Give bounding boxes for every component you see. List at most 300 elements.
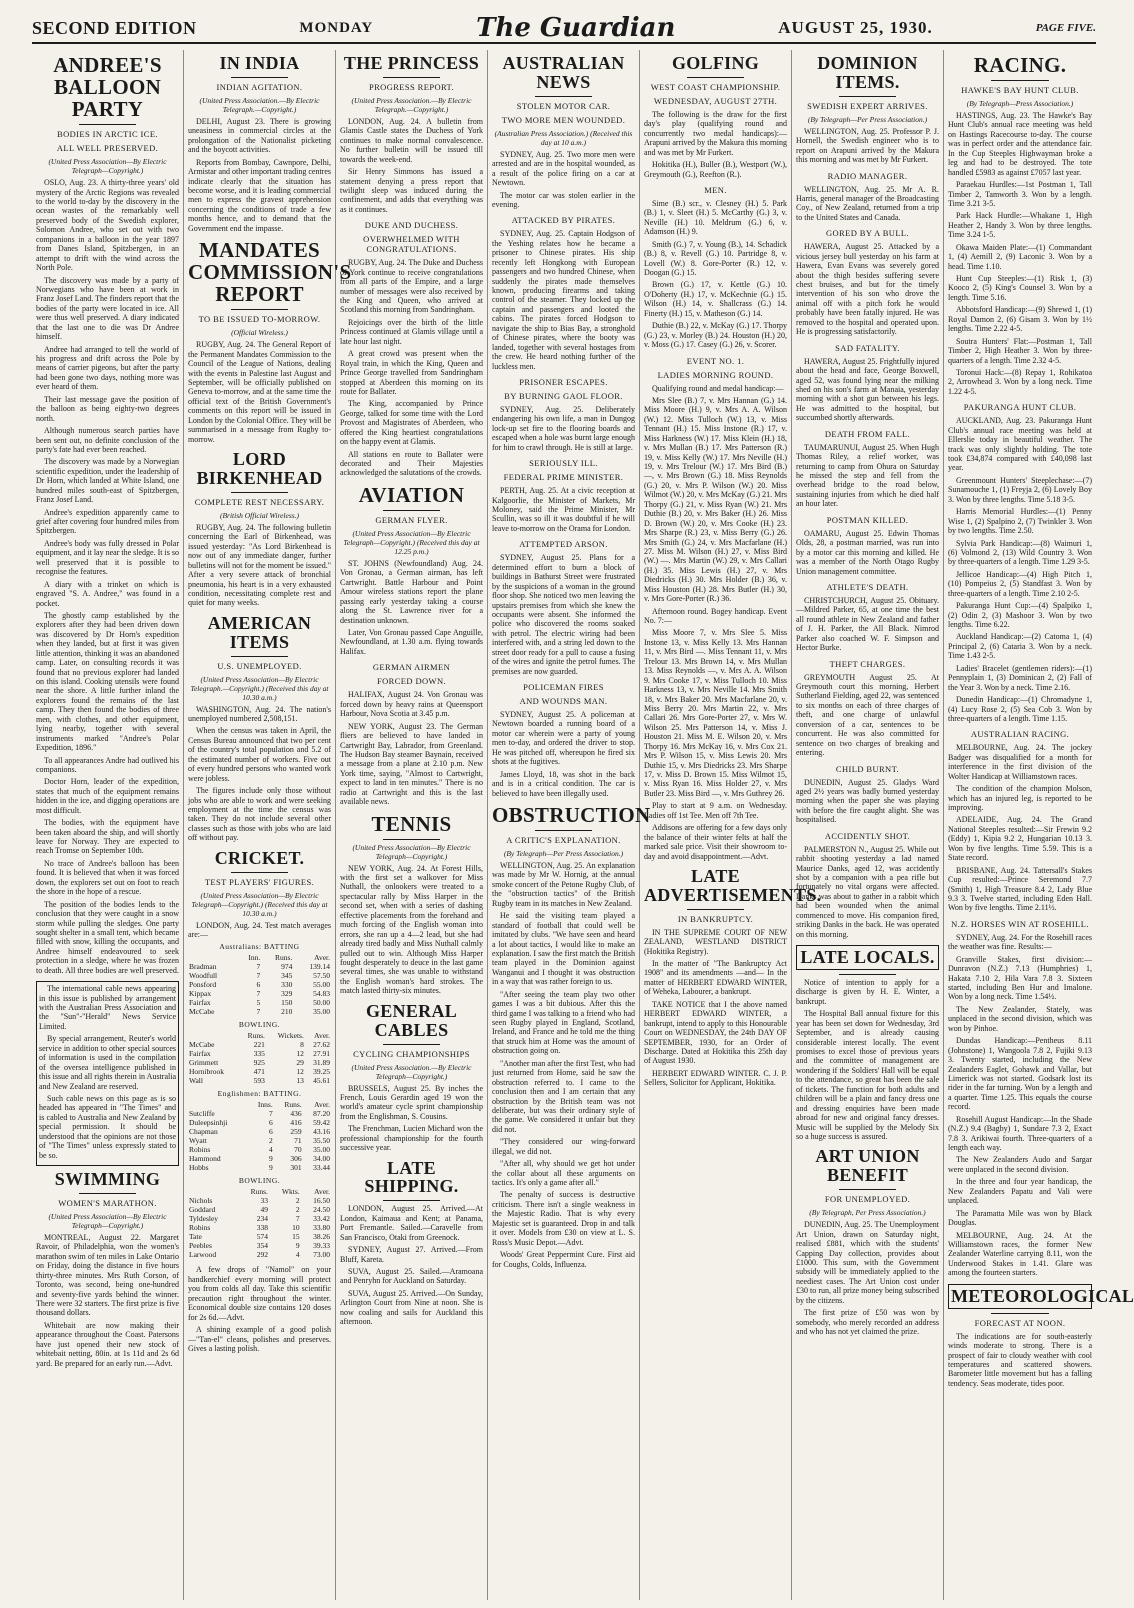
source-credit: (Official Wireless.) bbox=[231, 328, 288, 338]
table-header-row bbox=[188, 1100, 331, 1109]
table-cell: 7 bbox=[256, 1007, 261, 1017]
article-subhead: AUSTRALIAN RACING. bbox=[970, 729, 1070, 740]
article-paragraph: To all appearances Andre had outlived his companions. bbox=[36, 755, 179, 774]
article-paragraph: The King, accompanied by Prince George, talked for some time with the Lord Provost and Magistrates of Aberdeen, who offered the King heartiest congratulations on the happy event at Glamis. bbox=[340, 399, 483, 447]
article bbox=[188, 849, 331, 1260]
article-paragraph: The figures include only those without jobs who are able to work and were seeking employment at the time the census was taken. They do not include several other classes such as those with jobs who are laid off without pay. bbox=[188, 786, 331, 843]
article-paragraph: Abbotsford Handicap:—(9) Shrewd 1, (1) Royal Damon 2, (6) Gisam 3. Won by 1½ lengths. Time 2.22 4-5. bbox=[948, 305, 1092, 334]
article-subhead: COMPLETE REST NECESSARY. bbox=[194, 496, 325, 507]
article-paragraph: WELLINGTON, Aug. 25. Mr A. R. Harris, general manager of the Broadcasting Coy., of New Zealand, returned from a trip to the United States and Canada. bbox=[796, 184, 939, 222]
article bbox=[188, 450, 331, 608]
headline-rule bbox=[231, 872, 288, 873]
article-paragraph: Brown (G.) 17, v. Kettle (G.) 10. O'Doherty (H.) 17, v. McKechnie (G.) 15. Wilson (H.) 14, v. Shallcrass (G.) 14. Finerty (H.) 15, v. Matheson (G.) 14. bbox=[644, 280, 787, 318]
article-paragraph: MELBOURNE, Aug. 24. At the Williamstown races, the former New Zealander Waterline carrying 8.11, won the Underwood Stakes in 1.41. Glare was among the fourteen starters. bbox=[948, 1230, 1092, 1278]
article-paragraph: SUVA, August 25. Arrived.—On Sunday, Arlington Court from Nine at noon. She is now coaling and sails for Auckland this afternoon. bbox=[340, 1288, 483, 1327]
article-paragraph: The New Zealanders Audo and Sargar were unplaced in the second division. bbox=[948, 1155, 1092, 1174]
article-paragraph: HALIFAX, August 24. Von Gronau was forced down by heavy rains at Queensport Harbour, Nova Scotia at 3.45 p.m. bbox=[340, 690, 483, 719]
article bbox=[948, 729, 1092, 912]
article-paragraph: HAWERA, August 25. Frightfully injured about the head and face, George Boxwell, aged 52, was found lying near the milking shed on his son's farm at Manaia, yesterday morning with a shot gun between his legs. He was admitted to the hospital, but succumbed shortly afterwards. bbox=[796, 356, 939, 423]
article-paragraph: "After seeing the team play two other games I was a bit dubious. After this the third game I was talking to a friend who had seen Rugby played in England, Scotland, Ireland, and France and he told me the thing that struck him at Home was the amount of obstruction going on. bbox=[492, 989, 635, 1056]
table-cell: 71 bbox=[294, 1136, 302, 1146]
article-paragraph: A shining example of a good polish—"Tan-el" cleans, polishes and preserves. Gives a lasting polish. bbox=[188, 1325, 331, 1353]
article-headline: AVIATION bbox=[358, 482, 465, 507]
table-cell: Robins bbox=[189, 1145, 211, 1155]
table-cell: Fairfax bbox=[189, 998, 211, 1008]
article-paragraph: TAKE NOTICE that I the above named HERBERT EDWARD WINTER, a bankrupt, intend to apply to this Honourable Court on WEDNESDAY, the 24th DAY OF SEPTEMBER, 1930, for an Order of Discharge. Dated at Hokitika this 25th day of August 1930. bbox=[644, 999, 787, 1066]
headline-rule bbox=[535, 96, 592, 97]
table-cell: 35.50 bbox=[313, 1136, 330, 1146]
article-paragraph: Doctor Horn, leader of the expedition, states that much of the equipment remains hidden in the ice, and digging operations are most difficult. bbox=[36, 777, 179, 815]
table-cell: Duleepsinhji bbox=[189, 1118, 228, 1128]
table-header-cell: Wkts. bbox=[281, 1187, 300, 1197]
table-cell: 5 bbox=[256, 998, 261, 1008]
article bbox=[492, 377, 635, 452]
table-cell: 39.25 bbox=[313, 1067, 330, 1077]
table-cell: Hammond bbox=[189, 1154, 221, 1164]
article-subhead: DEATH FROM FALL. bbox=[824, 428, 911, 439]
article-paragraph: CHRISTCHURCH, August 25. Obituary.—Mildred Parker, 65, at one time the best all round athlete in New Zealand and father of J. H. Parker, the All Black. Nimrod Parker also coached W. F. Simpson and Hector Burke. bbox=[796, 595, 939, 653]
article-subhead: CHILD BURNT. bbox=[835, 763, 900, 774]
article bbox=[796, 659, 939, 758]
article bbox=[796, 228, 939, 336]
article bbox=[340, 1159, 483, 1327]
article-paragraph: Although numerous search parties have been sent out, no definite conclusion of the party's fate had ever been reached. bbox=[36, 426, 179, 454]
article-paragraph: Qualifying round and medal handicap:— bbox=[652, 383, 784, 393]
article bbox=[492, 539, 635, 676]
article bbox=[796, 515, 939, 576]
table-cell: Fairfax bbox=[189, 1049, 211, 1059]
article-paragraph: HERBERT EDWARD WINTER. C. J. P. Sellers, Solicitor for Applicant, Hokitika. bbox=[644, 1068, 787, 1088]
article-headline: LATE SHIPPING. bbox=[364, 1157, 459, 1197]
article-paragraph: The ghostly camp established by the explorers after they had been driven down was discovered by Dr Horn's expedition when they landed, but at first it was given little attention, thinking it was an abandoned camp. Later, on consulting records it was found that no previous explorer had landed on this island. Cooking utensils were found near the shore. A little further inland the explorers found the remains of the last camp. They then found the bodies of three men, with clothes, and other equipment, lying nearby, together with several instruments marked "Andree's Polar Expedition, 1896." bbox=[36, 610, 179, 753]
table-cell: 9 bbox=[295, 1241, 300, 1251]
article bbox=[796, 429, 939, 509]
headline-rule bbox=[79, 124, 136, 125]
table-cell: Goddard bbox=[189, 1205, 216, 1215]
article-paragraph: Granville Stakes, first division:—Dunravon (N.Z.) 7.13 (Humphries) 1, Hakata 7.10 2, Hila Vara 7.8 3. Sixteen started, including Ben Hur and Imalone. Won by a long neck. Time 1.54½. bbox=[948, 954, 1092, 1002]
article-paragraph: Miss Moore 7, v. Mrs Slee 5. Miss Instone 13, v. Miss Kelly 13. Mrs Hannan 11, v. Mrs Bird —. Miss Tennant 11, v. Mrs Trelour 13. Mrs Brown 14, v. Mrs Mullan 13. Miss Reynolds —, v. Mrs A. A. Wilson 9. Mrs Cooke 17, v. Miss Tulloch 10. Miss Harkness 13, v. Mrs Neville 14. Mrs Smith 18, v. Mrs Baker 20. Mrs Macfarlane 20, v. Miss Berry 20. Mrs Martin 22, v. Mrs Callari 26. Mrs Gore-Porter 27, v. Mrs W. Wilson 25. Mrs Patterson 14, v. Miss J. Houston 21. Miss M. E. Wilson 20, v. Mrs Thorpy 16. Mrs McKay 16, v. Mrs Cox 21. Mrs P. Wilson 15, v. Miss Lewis 20. Mrs Duthie 15, v. Mrs Diedricks 23. Mrs Sharpe 17, v. Miss D. Brown 15. Miss Wilmot 15, v. Miss Ryan 16. Miss Holder 27, v. Mrs Butler 23. Miss Bird —, v. Mrs Guthrey 26. bbox=[644, 628, 787, 798]
article bbox=[796, 343, 939, 423]
table-cell: 15 bbox=[292, 1232, 300, 1242]
table-row bbox=[188, 1076, 331, 1085]
table-cell: 39.33 bbox=[313, 1241, 330, 1251]
headline-rule bbox=[383, 839, 440, 840]
article bbox=[340, 220, 483, 478]
article-paragraph: LONDON, August 25. Arrived.—At London, Kaimaua and Kent; at Panama, Port Fremantle. Sailed.—Caravelle from San Francisco, Otaki from Greenock. bbox=[340, 1204, 483, 1242]
table-cell: 4 bbox=[268, 1145, 273, 1155]
table-cell: 416 bbox=[290, 1118, 302, 1128]
article-paragraph: The following is the draw for the first day's play (qualifying round and concurrently two medal handicaps):— Arapuni arrived by the Makura this morning and was met by Mr Furkert. bbox=[644, 109, 787, 157]
article-headline: AUSTRALIAN NEWS bbox=[502, 53, 625, 92]
table-cell: 338 bbox=[256, 1223, 268, 1233]
table-cell: 33.42 bbox=[313, 1214, 330, 1224]
averages-table bbox=[188, 1187, 331, 1259]
source-credit: (United Press Association—By Electric Telegraph—Copyright.) (Received this day at 10.30 a.m.) bbox=[191, 890, 328, 918]
table-cell: 27.91 bbox=[313, 1049, 330, 1059]
table-row bbox=[188, 1145, 331, 1154]
article bbox=[948, 54, 1092, 396]
table-row bbox=[188, 1214, 331, 1223]
source-credit: (By Telegraph, Per Press Association.) bbox=[809, 1208, 926, 1218]
article-paragraph: Sime (B.) scr., v. Clesney (H.) 5. Park (B.) 1, v. Sleet (H.) 5. McCarthy (G.) 3, v. Neville (H.) 10. Meldrum (G.) 6, v. Adamson (H.) 9. bbox=[644, 198, 787, 237]
table-cell: 335 bbox=[253, 1049, 265, 1059]
article-paragraph: Harris Memorial Hurdles:—(1) Penny Wise 1, (2) Spalpino 2, (7) Twinkler 3. Won by two lengths. Time 2.50. bbox=[948, 507, 1092, 536]
column-1 bbox=[32, 50, 184, 1600]
article-paragraph: Rosehill August Handicap:—In the Shade (N.Z.) 9.4 (Bagby) 1, Sundare 7.3 2, Exact 7.8 3. Arikiwai fourth. Three-quarters of a length each way. bbox=[948, 1114, 1092, 1153]
article-subhead: THEFT CHARGES. bbox=[829, 658, 906, 669]
article-paragraph: Hokitika (H.), Buller (B.), Westport (W.), Greymouth (G.), Reefton (R.). bbox=[644, 160, 787, 179]
table-cell: 38.26 bbox=[313, 1232, 330, 1242]
table-header-cell: Runs. bbox=[284, 1100, 302, 1110]
table-cell: 73.00 bbox=[313, 1250, 330, 1260]
source-credit: (United Press Association.—By Electric Telegraph.—Copyright.) bbox=[351, 95, 472, 114]
headline-rule bbox=[383, 1044, 440, 1045]
article-paragraph: Dunedin Handicap:—(1) Chromadyne 1, (4) Lucy Rose 2, (5) Sea Cob 3. Won by three-quarters of a length. Time 1.15. bbox=[948, 695, 1092, 723]
column-3 bbox=[336, 50, 488, 1600]
table-cell: Woodfull bbox=[189, 971, 218, 981]
article-paragraph: Such cable news on this page as is so headed has appeared in "The Times" and is cabled to Australia and New Zealand by special permission. It should be understood that the opinions are not those of "The Times" unless expressly stated to be so. bbox=[39, 1093, 176, 1160]
table-header-row bbox=[188, 953, 331, 962]
article bbox=[948, 1284, 1134, 1389]
table-header-cell: Wickets. bbox=[277, 1031, 304, 1041]
article-paragraph: When the census was taken in April, the Census Bureau announced that two per cent of the country's total population and 5.2 of the estimated number of workers. Five out of every hundred persons who wanted work were jobless. bbox=[188, 726, 331, 783]
article-subhead: FOR UNEMPLOYED. bbox=[824, 1194, 911, 1205]
source-credit: (United Press Association.—By Electric Telegraph.—Copyright.) bbox=[199, 95, 320, 114]
article-subhead: OVERWHELMED WITH CONGRATULATIONS. bbox=[363, 234, 460, 255]
table-cell: 43.16 bbox=[313, 1127, 330, 1137]
article-paragraph: SYDNEY, August 27. Arrived.—From Bluff, Kareta. bbox=[340, 1245, 483, 1264]
table-cell: 16.50 bbox=[313, 1196, 330, 1206]
article-headline: RACING. bbox=[973, 53, 1067, 77]
table-cell: 4 bbox=[295, 1250, 300, 1260]
article-paragraph: Sylvia Park Handicap:—(8) Waimuri 1, (6) Volmond 2, (13) Wild Country 3. Won by three-quarters of a length. Time 1.29 3-5. bbox=[948, 538, 1092, 567]
table-cell: Larwood bbox=[189, 1250, 217, 1260]
article-subhead: INDIAN AGITATION. bbox=[216, 81, 303, 92]
article bbox=[492, 802, 651, 1269]
headline-rule bbox=[839, 1189, 896, 1190]
source-credit: (United Press Association—By Electric Telegraph—Copyright.) (Received this day at 12.25 p.m.) bbox=[343, 528, 480, 556]
table-header-cell bbox=[188, 953, 238, 962]
article-paragraph: Sir Henry Simmons has issued a statement denying a press report that twilight sleep was induced during the confinement, and adds that everything was as it continues. bbox=[340, 167, 483, 214]
article bbox=[796, 1147, 939, 1336]
article-paragraph: GREYMOUTH August 25. At Greymouth court this morning, Herbert Sutherland Fielding, aged 22, was sentenced to six months on each of three charges of theft, and one charge of unlawful conversion of a car, sentences to be concurrent. He was also committed for sentence on two charges of breaking and entering. bbox=[796, 672, 939, 758]
paper-name: The Guardian bbox=[476, 13, 676, 43]
article-headline: IN INDIA bbox=[219, 53, 300, 73]
table-header-cell bbox=[188, 1031, 239, 1040]
article-subhead: LADIES MORNING ROUND. bbox=[657, 369, 774, 380]
table-cell: 593 bbox=[253, 1076, 265, 1086]
article-paragraph: TAUMARUNUI, August 25. When Hugh Thomas Riley, a relief worker, was returning to camp from Ohura on Saturday he missed the step and fell from the overhead bridge to the road below, sustaining injuries from which he died half an hour later. bbox=[796, 442, 939, 509]
article-paragraph: ST. JOHNS (Newfoundland) Aug. 24. Von Gronau, a German airman, has left Cartwright. Battle Harbour and Point Amour wireless stations report the plane passing early yesterday taking a course along the St. Lawrence river for a destination unknown. bbox=[340, 558, 483, 625]
article-subhead: BY BURNING GAOL FLOOR. bbox=[504, 390, 623, 401]
article-paragraph: The discovery was made by a Norwegian scientific expedition, under the leadership of Dr Horn, which landed at White Island, one hundred miles south-east of Spitzbergen, Franz Josef Land. bbox=[36, 457, 179, 505]
table-row bbox=[188, 980, 331, 989]
article-paragraph: PERTH, Aug. 25. At a civic reception at Kalgoorlie, the Minister of Markets, Mr Moloney, said the Prime Minister, Mr Scullin, was so ill it was doubtful if he will leave to-morrow on the Orama for London. bbox=[492, 486, 635, 533]
article-paragraph: Andree had arranged to tell the world of his progress and drift across the Pole by means of carrier pigeons, but after the party had been gone two days, nothing more was ever heard of them. bbox=[36, 344, 179, 392]
article-paragraph: SYDNEY, Aug. 25. Captain Hodgson of the Yeshing relates how he became a prisoner to Chinese pirates. His ship recently left Hongkong with European passengers and two hundred Chinese, when suddenly the pirates made themselves known, producing firearms and taking control of the steamer. They locked up the captain and passengers and looted the cabins. The pirates forced Hodgson to navigate the ship to Bias Bay, a stronghold of Chinese pirates, where the booty was landed, together with several hostages from the crew. He heard nothing further of the luckless men. bbox=[492, 229, 635, 371]
article bbox=[36, 981, 179, 1166]
table-caption: BOWLING. bbox=[238, 1176, 281, 1186]
table-cell: 57.50 bbox=[313, 971, 330, 981]
article-headline: THE PRINCESS bbox=[343, 53, 480, 73]
article-paragraph: BRISBANE, Aug. 24. Tattersall's Stakes Cup resulted:—Prince Seremond 7.7 (Smith) 1, High Treasure 8.4 2, Lady Blue 9.3 3. Twelve started, including Eden Hall. Won by five lengths. Time 2.11½. bbox=[948, 865, 1092, 913]
article-subhead: MEN. bbox=[704, 184, 727, 195]
table-cell: 9 bbox=[268, 1163, 273, 1173]
article-paragraph: DELHI, August 23. There is growing uneasiness in commercial circles at the prolongation of the Nationalist picketing and the boycott activities. bbox=[188, 116, 331, 155]
article-paragraph: AUCKLAND, Aug. 23. Pakuranga Hunt Club's annual race meeting was held at Ellerslie today in beautiful weather. The track was only slightly holding. The tote took £34,874 compared with £40,098 last year. bbox=[948, 416, 1092, 473]
headline-rule bbox=[991, 1313, 1049, 1314]
day-label: MONDAY bbox=[299, 19, 374, 36]
article-paragraph: Woods' Great Peppermint Cure. First aid for Coughs, Colds, Influenza. bbox=[492, 1250, 635, 1269]
table-header-cell: Inn. bbox=[248, 953, 261, 963]
table-cell: 31.89 bbox=[313, 1058, 330, 1068]
table-cell: 6 bbox=[268, 1118, 273, 1128]
article bbox=[644, 54, 787, 179]
table-row bbox=[188, 1007, 331, 1016]
table-caption: BOWLING. bbox=[238, 1020, 281, 1030]
table-cell: 2 bbox=[295, 1205, 300, 1215]
table-row bbox=[188, 1067, 331, 1076]
table-cell: 292 bbox=[256, 1250, 268, 1260]
columns-area bbox=[32, 50, 1134, 1600]
table-cell: 54.83 bbox=[313, 989, 330, 999]
table-cell: 70 bbox=[294, 1145, 302, 1155]
article-paragraph: Later, Von Gronau passed Cape Anguille, Newfoundland, at 1.30 a.m. flying towards Halifax. bbox=[340, 628, 483, 656]
table-cell: 150 bbox=[281, 998, 293, 1008]
article-paragraph: Whitebait are now making their appearance throughout the Coast. Patersons have just opened their new stock of whitebait netting, 80in. at 1s 11d and 2s 6d yard. Be prepared for an early run.—Advt. bbox=[36, 1320, 179, 1368]
table-row bbox=[188, 1205, 331, 1214]
article-paragraph: NEW YORK, August 23. The German fliers are believed to have landed in Cartwright Bay, Labrador, from Greenland. The Hudson Bay steamer Baynain, received a message from a plane at 2.10 p.m. New York time, saying, "Almost to Cartwright, expect to land in ten minutes." There is no radio at Cartwright and this is the last available news. bbox=[340, 721, 483, 807]
issue-date: AUGUST 25, 1930. bbox=[778, 18, 933, 37]
article-subhead: WEDNESDAY, AUGUST 27TH. bbox=[653, 95, 778, 106]
article-paragraph: WASHINGTON, Aug. 24. The nation's unemployed numbered 2,508,151. bbox=[188, 704, 331, 724]
article bbox=[796, 54, 939, 165]
article bbox=[492, 215, 635, 371]
article-paragraph: NEW YORK, Aug. 24. At Forest Hills, with the first set a walkover for Miss Nuthall, the onlookers were treated to a spectacular rally by Miss Harper in the second set, when with a series of dashing effective placements from the forehand and much forcing of the English woman into errors, she ran up a 4—2 lead, but she had already tired badly and Miss Nuthall calmly pulled out to win. Although Miss Harper fought desperately to deuce in the last game several times, she was unable to withstand the English woman's hard strokes. The match lasted thirty-six minutes. bbox=[340, 863, 483, 996]
table-header-row bbox=[188, 1187, 331, 1196]
table-cell: 7 bbox=[256, 962, 261, 972]
article-paragraph: A few drops of "Namol" on your handkerchief every morning will protect you from colds all day. Take this scientific precaution right throughout the winter. Economical double size contains 120 doses for 2s 6d.—Advt. bbox=[188, 1265, 331, 1322]
masthead bbox=[32, 14, 1096, 44]
table-row bbox=[188, 1250, 331, 1259]
headline-rule bbox=[79, 1193, 136, 1194]
article-headline: LORD BIRKENHEAD bbox=[196, 449, 323, 488]
table-cell: 7 bbox=[295, 1214, 300, 1224]
article-subhead: TEST PLAYERS' FIGURES. bbox=[204, 876, 315, 887]
table-cell: 234 bbox=[256, 1214, 268, 1224]
article-paragraph: OSLO, Aug. 23. A thirty-three years' old mystery of the Arctic Regions was revealed to the world to-day by the discovery in the ocean wastes of the remarkably well preserved body of the Swedish explorer, Solomon Andree, who set out with two companions in a balloon in the year 1897 from Danes Island, Spitzbergen, in an attempt to drift with the wind across the North Pole. bbox=[36, 178, 179, 273]
table-cell: 45.61 bbox=[313, 1076, 330, 1086]
article-paragraph: James Lloyd, 18, was shot in the back and is in a critical condition. The car is believed to have been illegally used. bbox=[492, 769, 635, 798]
source-credit: (United Press Association—By Electric Telegraph—Copyright.) bbox=[48, 1211, 167, 1230]
table-cell: Bradman bbox=[189, 962, 217, 972]
table-cell: 329 bbox=[281, 989, 293, 999]
table-row bbox=[188, 1223, 331, 1232]
article-paragraph: Mrs Slee (B.) 7, v. Mrs Hannan (G.) 14. Miss Moore (H.) 9, v. Mrs A. A. Wilson (W.) 12. Miss Tulloch (W.) 13, v. Miss Tennant (H.) 15. Miss Instone (R.) 17, v. Miss Harkness (W.) 17. Miss Klein (H.) 18, v. Mrs Mullan (B.) 17. Mrs Patterson (R.) 19, v. Miss Kelly (W.) 17. Mrs Neville (H.) 19, v. Mrs Trelour (W.) 17. Mrs Bird (B.) —, v. Mrs Brown (G.) 18. Miss Reynolds (G.) 20, v. Mrs P. Wilson (W.) 20. Miss Wilmot (W.) 20, v. Mrs McKay (G.) 21. Mrs Thorpy (G.) 21, v. Miss Ryan (W.) 21. Mrs Duthie (B.) 20, v. Mrs Baker (H.) 26. Miss D. Brown (W.) 20, v. Mrs Cooke (H.) 23. Mrs Sharpe (R.) 23, v. Miss Berry (G.) 26. Mrs Smith (G.) 24, v. Mrs Macfarlane (H.) 27. Miss M. Wilson (H.) 27, v. Miss Bird (W.) —. Mrs Martin (W.) 29, v. Mrs Callari (H.) 35. Miss Lewis (H.) 27, v. Mrs Diedricks (H.) 30. Mrs Holder (B.) 36, v. Miss Houston (H.) 28. Mrs Butler (H.) 30, v. Mrs Gore-Porter (R.) 36. bbox=[644, 395, 787, 604]
article-paragraph: Park Hack Hurdle:—Whakane 1, High Heather 2, Handy 3. Won by three lengths. Time 3.24 1-5. bbox=[948, 211, 1092, 240]
article bbox=[340, 484, 483, 656]
article-paragraph: MONTREAL, August 22. Margaret Ravoir, of Philadelphia, won the women's marathon swim of ten miles in Lake Ontario on Friday, doing the distance in five hours thirty-three minutes. Mrs Ruth Corson, of Toronto, was second, being one-hundred and seventy-five yards behind the winner. There were 32 starters. The first prize is five thousand dollars. bbox=[36, 1232, 179, 1318]
article-paragraph: SYDNEY, Aug. 25. Deliberately endangering his own life, a man in Dungog lock-up set fire to the flooring boards and escaped when a hole was burnt large enough for him to crawl through. He is still at large. bbox=[492, 404, 635, 452]
article-headline: ART UNION BENEFIT bbox=[815, 1146, 920, 1186]
table-caption: Englishmen: BATTING. bbox=[217, 1089, 302, 1099]
article bbox=[492, 54, 635, 209]
table-cell: Hobbs bbox=[189, 1163, 209, 1173]
table-cell: 49 bbox=[260, 1205, 268, 1215]
article-paragraph: No trace of Andree's balloon has been found. It is believed that when it was forced down, the explorers set out on foot to reach the shore in the hope of a rescue. bbox=[36, 858, 179, 897]
article-paragraph: Andree's body was fully dressed in Polar equipment, and it lay near the sledge. It is so well preserved that it is possible to recognise the features. bbox=[36, 538, 179, 577]
table-cell: 6 bbox=[256, 980, 261, 990]
article-paragraph: RUGBY, Aug. 24. The Duke and Duchess of York continue to receive congratulations from all parts of the Empire, and a large number of messages were also received by the King and Queen, who arrived at Scotland this morning from Sandringham. bbox=[340, 258, 483, 315]
article-subhead: ALL WELL PRESERVED. bbox=[56, 143, 159, 154]
table-cell: 7 bbox=[268, 1109, 273, 1119]
article-subhead: WOMEN'S MARATHON. bbox=[58, 1197, 157, 1208]
table-row bbox=[188, 1241, 331, 1250]
table-cell: Grimmett bbox=[189, 1058, 219, 1068]
article-paragraph: A diary with a trinket on which is engraved "S. A. Andree," was found in a pocket. bbox=[36, 579, 179, 608]
article-paragraph: By special arrangement, Reuter's world service in addition to other special sources of information is used in the compilation of the oversea intelligence published in this issue and all rights therein in Australia and New Zealand are reserved. bbox=[39, 1034, 176, 1091]
article-headline: SWIMMING bbox=[54, 1169, 161, 1190]
article-subhead: U.S. UNEMPLOYED. bbox=[217, 660, 302, 671]
headline-rule bbox=[231, 492, 288, 493]
article-paragraph: A great crowd was present when the Royal train, in which the King, Queen and Prince George travelled from Sandringham stopped at Aberdeen this morning on its route for Ballater. bbox=[340, 349, 483, 396]
article-subhead: EVENT NO. 1. bbox=[686, 355, 745, 366]
article-subhead: POLICEMAN FIRES bbox=[523, 682, 604, 693]
article-paragraph: Rejoicings over the birth of the little Princess continued at Glamis village until a late hour last night. bbox=[340, 317, 483, 346]
source-credit: (British Official Wireless.) bbox=[219, 510, 300, 520]
article-paragraph: ADELAIDE, Aug. 24. The Grand National Steeples resulted:—Sir Frewin 9.2 (Eddy) 1, Kipia 9.2 2, Hungarian 10.13 3. Won by five lengths. Time 5.59. This is a State record. bbox=[948, 815, 1092, 863]
article bbox=[796, 764, 939, 825]
article-paragraph: In the three and four year handicap, the New Zealanders Papatu and Vali were unplaced. bbox=[948, 1177, 1092, 1206]
article-paragraph: RUGBY, Aug. 24. The General Report of the Permanent Mandates Commission to the Council of the League of Nations, dealing with the events in Palestine last August and September, will be officially published on Geneva to-morrow, and at the same time the official text of the British Government's comments on this report will be issued in London by the Colonial Office. They will be summarised in a message from Rugby to-morrow. bbox=[188, 340, 331, 444]
headline-rule bbox=[991, 80, 1049, 81]
table-row bbox=[188, 1040, 331, 1049]
table-cell: 301 bbox=[290, 1163, 302, 1173]
table-cell: 10 bbox=[292, 1223, 300, 1233]
article-subhead: A CRITIC'S EXPLANATION. bbox=[506, 835, 621, 846]
averages-table bbox=[188, 1100, 331, 1172]
table-cell: 7 bbox=[256, 989, 261, 999]
article-paragraph: OAMARU, August 25. Edwin Thomas Olds, 28, a postman married, was run into by a motor car this morning and killed. He was a member of the North Otago Rugby Union management committee. bbox=[796, 528, 939, 576]
article-paragraph: "They considered our wing-forward illegal, we did not. bbox=[492, 1137, 635, 1156]
article-paragraph: SYDNEY, Aug. 24. For the Rosehill races the weather was fine. Results:— bbox=[948, 932, 1092, 952]
table-header-cell: Aver. bbox=[314, 1100, 330, 1110]
table-cell: McCabe bbox=[189, 1040, 215, 1050]
headline-rule bbox=[231, 656, 288, 657]
article-paragraph: HAWERA, August 25. Attacked by a vicious jersey bull yesterday on his farm at Hawera, Evan Evans was severely gored about the thigh besides suffering severe chest bruises, and but for the timely intervention of his son who drove the animal off with a pitch fork he would probably have been fatally injured. He was removed to the hospital and operated upon. He is progressing satisfactorily. bbox=[796, 242, 939, 337]
table-cell: 35.00 bbox=[313, 1007, 330, 1017]
article-paragraph: The condition of the champion Molson, which has an injured leg, is reported to be improving. bbox=[948, 784, 1092, 813]
source-credit: (Australian Press Association.) (Received this day at 10 a.m.) bbox=[494, 128, 633, 147]
table-cell: 925 bbox=[253, 1058, 265, 1068]
source-credit: (United Press Association—By Electric Telegraph—Copyright.) bbox=[352, 842, 471, 861]
table-row bbox=[188, 998, 331, 1007]
table-header-cell: Runs. bbox=[250, 1187, 268, 1197]
table-caption: Australians: BATTING bbox=[219, 942, 300, 952]
article-subhead: ATTACKED BY PIRATES. bbox=[511, 215, 616, 226]
article-paragraph: Soutra Hunters' Flat:—Postman 1, Tall Timber 2, High Heather 3. Won by three-quarters of a length. Time 2.32 4-5. bbox=[948, 336, 1092, 365]
article-paragraph: "Another man after the first Test, who had just returned from Home, said he saw the obstruction referred to. I came to the conclusion then and I am certain that any obstruction by the British team was not deliberate, but was their ordinary style of the game. We considered it unfair but they did not. bbox=[492, 1058, 635, 1134]
article-subhead: GERMAN AIRMEN bbox=[372, 662, 451, 673]
source-credit: (United Press Association—By Electric Telegraph—Copyright.) bbox=[48, 157, 167, 176]
article-paragraph: "After all, why should we get hot under the collar about all these arguments on tactics. It's only a game after all." bbox=[492, 1159, 635, 1188]
article-paragraph: The bodies, with the equipment have been taken aboard the ship, and will shortly leave for Norway. They are expected to reach Tromse on September 10th. bbox=[36, 818, 179, 856]
column-2 bbox=[184, 50, 352, 1600]
article bbox=[644, 865, 822, 1088]
article-paragraph: All stations en route to Ballater were decorated and Their Majesties acknowledged the salutations of the crowds. bbox=[340, 449, 483, 478]
table-cell: Ponsford bbox=[189, 980, 217, 990]
article-headline: ANDREE'S BALLOON PARTY bbox=[53, 53, 162, 122]
article-paragraph: Reports from Bombay, Cawnpore, Delhi, Armistar and other important trading centres indicate clearly that the situation has become worse, and it is leading commercial men to express the gravest apprehension concerning the conditions of trade a few months hence, and to demand that the Government end the impasse. bbox=[188, 157, 331, 233]
table-cell: 8 bbox=[300, 1040, 304, 1050]
headline-rule bbox=[383, 77, 440, 78]
headline-rule bbox=[383, 1200, 440, 1201]
table-row bbox=[188, 971, 331, 980]
article-paragraph: The Frenchman, Lucien Michard won the professional championship for the fourth successive year. bbox=[340, 1124, 483, 1153]
article-subhead: TO BE ISSUED TO-MORROW. bbox=[198, 314, 321, 325]
table-cell: 471 bbox=[253, 1067, 265, 1077]
article bbox=[948, 919, 1092, 1278]
article-headline: GENERAL CABLES bbox=[365, 1000, 458, 1040]
article-paragraph: SUVA, August 25. Sailed.—Aramoana and Penryhn for Auckland on Saturday. bbox=[340, 1266, 483, 1286]
article-headline: LATE LOCALS. bbox=[796, 945, 939, 970]
article-subhead: POSTMAN KILLED. bbox=[826, 514, 909, 525]
article bbox=[948, 402, 1092, 723]
source-credit: (United Press Association—By Electric Telegraph.—Copyright.) (Received this day at 10.30 a.m.) bbox=[190, 674, 329, 702]
article-headline: MANDATES COMMISSION'S REPORT bbox=[188, 238, 352, 307]
article-subhead: ATTEMPTED ARSON. bbox=[519, 539, 608, 550]
table-cell: 2 bbox=[295, 1196, 300, 1206]
article-paragraph: HASTINGS, Aug. 23. The Hawke's Bay Hunt Club's annual race meeting was held on Hastings Racecourse to-day. The course was in perfect order and the attendance fair. In the Cup Steeples Highwayman broke a leg and had to be destroyed. The tote handled £5983 as against £7057 last year. bbox=[948, 111, 1092, 177]
article-paragraph: Pakuranga Hunt Cup:—(4) Spalpiko 1, (2) Odin 2, (3) Mashoor 3. Won by two lengths. Time 6.22. bbox=[948, 601, 1092, 630]
averages-table bbox=[188, 1031, 331, 1085]
table-cell: 7 bbox=[256, 971, 261, 981]
article-headline: GOLFING bbox=[671, 53, 760, 73]
source-credit: (By Telegraph—Per Press Association.) bbox=[807, 114, 928, 124]
article-paragraph: Smith (G.) 7, v. Young (B.), 14. Schadick (B.) 8, v. Revell (G.) 10. Partridge 8, v. Lovell (W.) 8. Gore-Porter (R.) 12, v. Doogan (G.) 15. bbox=[644, 239, 787, 278]
table-header-row bbox=[188, 1031, 331, 1040]
article-paragraph: In the matter of "The Bankruptcy Act 1908" and its amendments —and— In the matter of HERBERT EDWARD WINTER, of Weheka, Labourer, a bankrupt. bbox=[644, 959, 787, 997]
headline-rule bbox=[383, 510, 440, 511]
article-headline: CRICKET. bbox=[214, 847, 305, 868]
table-cell: Nichols bbox=[189, 1196, 213, 1206]
table-cell: 330 bbox=[281, 980, 293, 990]
table-cell: 2 bbox=[268, 1136, 273, 1146]
article-paragraph: Toronui Hack:—(8) Repay 1, Rohikatoa 2, Arrowhead 3. Won by a long neck. Time 1.22 4-5. bbox=[948, 367, 1092, 396]
table-cell: 574 bbox=[256, 1232, 268, 1242]
article-paragraph: Andree's expedition apparently came to grief after covering four hundred miles from Spitzbergen. bbox=[36, 507, 179, 536]
article-paragraph: Paraekau Hurdles:—1st Postman 1, Tall Timber 2, Tamworth 3. Won by a length. Time 3.21 3-5. bbox=[948, 180, 1092, 208]
headline-rule bbox=[231, 309, 288, 310]
article-paragraph: The discovery was made by a party of Norwegians who have been at work in Franz Josef Land. The finders report that the bodies of the party were located in ice. All were thus well preserved. A diary indicated that the last one to die was Dr Andree himself. bbox=[36, 275, 179, 342]
article-headline: AMERICAN ITEMS bbox=[207, 612, 312, 652]
article-subhead: SAD FATALITY. bbox=[835, 342, 900, 353]
article bbox=[188, 1265, 331, 1353]
table-cell: 12 bbox=[296, 1049, 304, 1059]
article-subhead: HAWKE'S BAY HUNT CLUB. bbox=[961, 85, 1079, 96]
table-cell: 259 bbox=[290, 1127, 302, 1137]
source-credit: (By Telegraph—Press Association.) bbox=[966, 99, 1074, 109]
table-cell: Tyldesley bbox=[189, 1214, 219, 1224]
article-paragraph: Duthie (B.) 22, v. McKay (G.) 17. Thorpy (G.) 23, v. Morley (B.) 24. Houston (H.) 20, v. Moss (G.) 17. Casey (G.) 26, v. Scorer. bbox=[644, 321, 787, 350]
table-row bbox=[188, 1049, 331, 1058]
table-cell: 12 bbox=[296, 1067, 304, 1077]
table-cell: Robins bbox=[189, 1223, 211, 1233]
table-header-cell: Runs. bbox=[247, 1031, 265, 1041]
article-paragraph: Play to start at 9 a.m. on Wednesday. Ladies off 1st Tee. Men off 7th Tee. bbox=[644, 801, 787, 820]
table-header-cell: Aver. bbox=[314, 1031, 330, 1041]
article-subhead: TWO MORE MEN WOUNDED. bbox=[501, 114, 626, 125]
